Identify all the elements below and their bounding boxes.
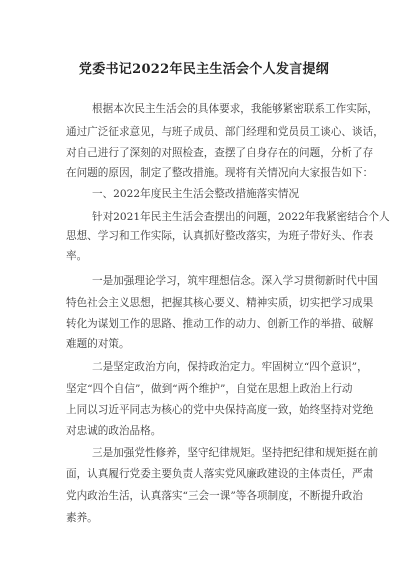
paragraph-3-line-4: 难题的对策。 bbox=[66, 338, 130, 350]
document-title: 党委书记2022年民主生活会个人发言提纲 bbox=[78, 62, 330, 77]
paragraph-4-line-2: 坚定“四个自信”，做到“两个维护”，自觉在思想上政治上行动 bbox=[66, 383, 353, 395]
paragraph-5-line-3: 党内政治生活，认真落实“三会一课”等各项制度，不断提升政治 bbox=[66, 490, 363, 502]
paragraph-4-line-3: 上同以习近平同志为核心的党中央保持高度一致，始终坚持对党绝 bbox=[66, 404, 374, 416]
paragraph-3-line-2: 特色社会主义思想，把握其核心要义、精神实质，切实把学习成果 bbox=[66, 297, 374, 309]
paragraph-1-line-1: 根据本次民主生活会的具体要求，我能够紧密联系工作实际， bbox=[92, 103, 379, 115]
paragraph-1-line-2: 通过广泛征求意见，与班子成员、部门经理和党员员工谈心、谈话， bbox=[66, 126, 384, 138]
paragraph-2-line-3: 率。 bbox=[66, 250, 88, 262]
paragraph-2-line-1: 针对2021年民主生活会查摆出的问题，2022年我紧密结合个人 bbox=[92, 211, 390, 223]
paragraph-4-line-1: 二是坚定政治方向，保持政治定力。牢固树立“四个意识”， bbox=[92, 361, 368, 373]
paragraph-5-line-1: 三是加强党性修养，坚守纪律规矩。坚持把纪律和规矩挺在前 bbox=[92, 447, 379, 459]
paragraph-1-line-4: 在问题的原因，制定了整改措施。现将有关情况向大家报告如下： bbox=[66, 167, 374, 179]
section-heading: 一、2022年度民主生活会整改措施落实情况 bbox=[92, 188, 300, 200]
paragraph-4-line-4: 对忠诚的政治品格。 bbox=[66, 425, 162, 437]
paragraph-3-line-3: 转化为谋划工作的思路、推动工作的动力、创新工作的举措、破解 bbox=[66, 318, 374, 330]
paragraph-5-line-4: 素养。 bbox=[66, 512, 98, 524]
paragraph-1-line-3: 对自己进行了深刻的对照检查，查摆了自身存在的问题，分析了存 bbox=[66, 147, 374, 159]
paragraph-2-line-2: 思想、学习和工作实际，认真抓好整改落实，为班子带好头、作表 bbox=[66, 230, 374, 242]
paragraph-3-line-1: 一是加强理论学习，筑牢理想信念。深入学习贯彻新时代中国 bbox=[92, 275, 379, 287]
paragraph-5-line-2: 面，认真履行党委主要负责人落实党风廉政建设的主体责任，严肃 bbox=[66, 468, 374, 480]
